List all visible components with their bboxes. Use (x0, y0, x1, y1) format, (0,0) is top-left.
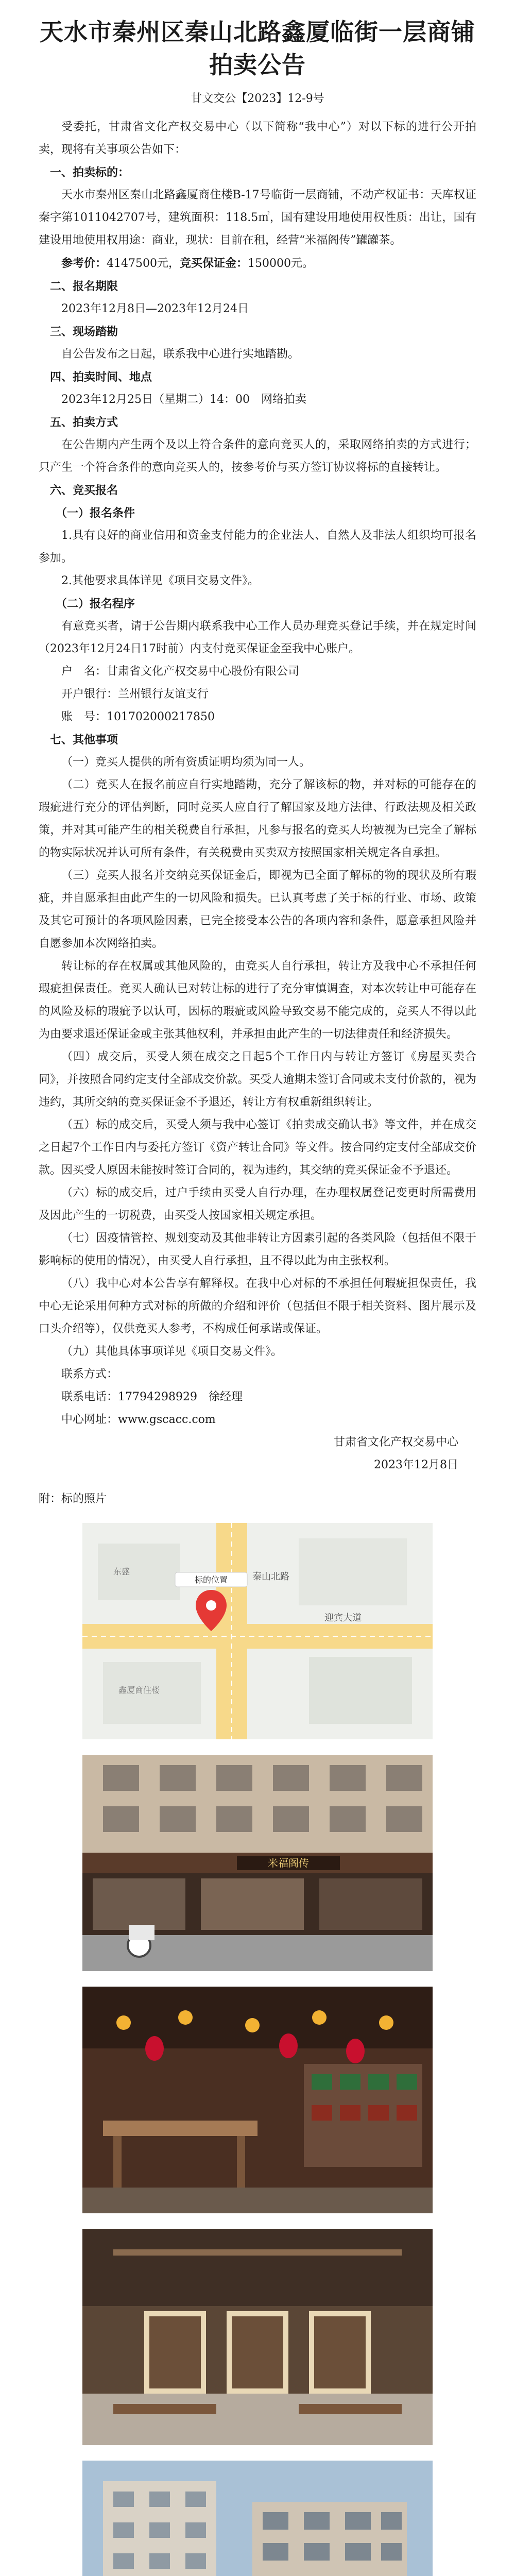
intro-paragraph: 受委托，甘肃省文化产权交易中心（以下简称“我中心”）对以下标的进行公开拍卖，现将有关事项公告如下： (39, 121, 476, 156)
bank-label: 开户银行： (61, 688, 118, 701)
section-7-heading: 七、其他事项 (50, 733, 118, 747)
site-label: 中心网址： (61, 1413, 118, 1426)
section-5-text: 在公告期内产生两个及以上符合条件的意向竞买人的，采取网络拍卖的方式进行；只产生一个符合条件的意向竞买人的，按参考价与买方签订协议将标的直接转让。 (39, 438, 476, 474)
contact-person: 徐经理 (209, 1391, 243, 1403)
contact-phone-line (39, 1386, 476, 1409)
map-pin-label: 标的位置 (194, 1575, 228, 1585)
section-3-heading: 三、现场踏勘 (50, 325, 118, 338)
deposit-label: 竞买保证金： (180, 257, 248, 270)
section-7-item: （七）因疫情管控、规划变动及其他非转让方因素引起的各类风险（包括但不限于影响标的使用的情况），由买受人自行承担，且不得以此为由主张权利。 (39, 1232, 476, 1267)
title-line-2: 拍卖公告 (209, 51, 306, 79)
signature-org: 甘肃省文化产权交易中心 (333, 1436, 458, 1449)
section-2-heading: 二、报名期限 (50, 280, 118, 293)
interior-photo-2 (82, 2229, 433, 2445)
shop-sign-text: 米福阁传 (268, 1857, 309, 1869)
section-1-heading: 一、拍卖标的： (50, 166, 130, 179)
location-map (82, 1523, 433, 1739)
account-number-line (39, 706, 476, 728)
phone-label: 联系电话： (61, 1391, 118, 1403)
location-map-image (82, 1523, 433, 1739)
ref-price-value: 4147500元 (107, 257, 168, 270)
ref-price-label: 参考价： (61, 257, 107, 270)
section-7-item: （一）竞买人提供的所有资质证明均须为同一人。 (61, 756, 311, 769)
section-6-sub-1-heading: （一）报名条件 (56, 506, 135, 520)
attachment-label: 附：标的照片 (39, 1493, 107, 1505)
phone-value: 17794298929 (118, 1391, 197, 1403)
section-7-item: （五）标的成交后，买受人须与我中心签订《拍卖成交确认书》等文件，并在成交之日起7个工作日内与委托方签订《资产转让合同》等文件。按合同约定支付全部成交价款。因买受人原因未能按时签订合同的，视为违约，其交纳的竞买保证金不予退还。 (39, 1118, 476, 1177)
map-street-east: 迎宾大道 (324, 1613, 362, 1623)
account-name-line (39, 660, 476, 683)
bank-line (39, 683, 476, 706)
photo-gallery (0, 1511, 515, 2576)
section-4-heading: 四、拍卖时间、地点 (50, 370, 152, 384)
section-6-sub-2-text: 有意竞买者，请于公告期内联系我中心工作人员办理竞买登记手续，并在规定时间（2023年12月24日17时前）内支付竞买保证金至我中心账户。 (39, 620, 476, 655)
section-4-text: 2023年12月25日（星期二）14：00 网络拍卖 (61, 393, 306, 406)
map-building-1: 东盛 (113, 1567, 130, 1577)
section-7-item: （八）我中心对本公告享有解释权。在我中心对标的不承担任何瑕疵担保责任，我中心无论采用何种方式对标的所做的介绍和评价（包括但不限于相关资料、图片展示及口头介绍等），仅供竞买人参考，不构成任何承诺或保证。 (39, 1277, 476, 1335)
page-title (39, 15, 476, 81)
section-6-heading: 六、竞买报名 (50, 484, 118, 497)
street-view-photo (82, 2461, 433, 2576)
section-1-text: 天水市秦州区秦山北路鑫厦商住楼B-17号临街一层商铺，不动产权证书：天库权证秦字第1011042707号，建筑面积：118.5㎡，国有建设用地使用权性质：出让，国有建设用地使用权用途：商业，现状：目前在租，经营“米福阁传”罐罐茶。 (39, 189, 476, 247)
contact-site-line (39, 1409, 476, 1431)
interior-photo-1 (82, 1987, 433, 2213)
bank-value: 兰州银行友谊支行 (118, 688, 209, 701)
section-6-sub-1-item: 1.具有良好的商业信用和资金支付能力的企业法人、自然人及非法人组织均可报名参加。 (39, 529, 476, 565)
section-7-item: （四）成交后，买受人须在成交之日起5个工作日内与转让方签订《房屋买卖合同》，并按照合同约定支付全部成交价款。买受人逾期未签订合同或未支付价款的，视为违约，其所交纳的竞买保证金不予退还，转让方有权重新组织转让。 (39, 1050, 476, 1109)
account-name-label: 户 名： (61, 665, 107, 678)
map-street-north: 秦山北路 (252, 1571, 289, 1582)
signature-date: 2023年12月8日 (374, 1459, 458, 1471)
storefront-photo (82, 1755, 433, 1971)
section-7-item: （三）竞买人报名并交纳竞买保证金后，即视为已全面了解标的物的现状及所有瑕疵，并自愿承担由此产生的一切风险和损失。已认真考虑了关于标的行业、市场、政策及其它可预计的各项风险因素，已完全接受本公告的各项内容和条件，愿意承担风险并自愿参加本次网络拍卖。 (39, 869, 476, 950)
section-2-text: 2023年12月8日—2023年12月24日 (61, 302, 249, 315)
contact-heading: 联系方式： (61, 1368, 118, 1381)
account-name-value: 甘肃省文化产权交易中心股份有限公司 (107, 665, 300, 678)
section-5-heading: 五、拍卖方式 (50, 416, 118, 429)
price-line: 参考价：4147500元，竞买保证金：150000元。 (61, 257, 314, 270)
account-number-value: 101702000217850 (107, 710, 215, 723)
section-6-sub-1-item: 2.其他要求具体详见《项目交易文件》。 (61, 574, 259, 587)
section-7-item: （九）其他具体事项详见《项目交易文件》。 (61, 1345, 283, 1358)
account-number-label: 账 号： (61, 710, 107, 723)
section-7-item: （二）竞买人在报名前应自行实地踏勘，充分了解该标的物，并对标的可能存在的瑕疵进行充分的评估判断，同时竞买人应自行了解国家及地方法律、行政法规及相关政策，并对其可能产生的相关税费自行承担，凡参与报名的竞买人均被视为已完全了解标的物实际状况并认可所有条件，有关税费由买卖双方按照国家相关规定各自承担。 (39, 778, 476, 859)
title-line-1: 天水市秦州区秦山北路鑫厦临街一层商铺 (40, 18, 475, 46)
section-7-item: 转让标的存在权属或其他风险的，由竞买人自行承担，转让方及我中心不承担任何瑕疵担保责任。竞买人确认已对转让标的进行了充分审慎调查，对本次转让中可能存在的风险及标的瑕疵予以认可，因标的瑕疵或风险导致交易不能完成的，竞买人不得以此为由要求退还保证金或主张其他权利，并承担由此产生的一切法律责任和经济损失。 (39, 960, 476, 1041)
deposit-value: 150000元。 (248, 257, 314, 270)
document-number: 甘文交公【2023】12-9号 (191, 92, 324, 105)
section-7-item: （六）标的成交后，过户手续由买受人自行办理，在办理权属登记变更时所需费用及因此产生的一切税费，由买受人按国家相关规定承担。 (39, 1187, 476, 1222)
section-3-text: 自公告发布之日起，联系我中心进行实地踏勘。 (61, 348, 300, 361)
site-link[interactable]: www.gscacc.com (118, 1413, 216, 1426)
map-building-2: 鑫厦商住楼 (118, 1685, 160, 1695)
section-6-sub-2-heading: （二）报名程序 (56, 597, 135, 611)
